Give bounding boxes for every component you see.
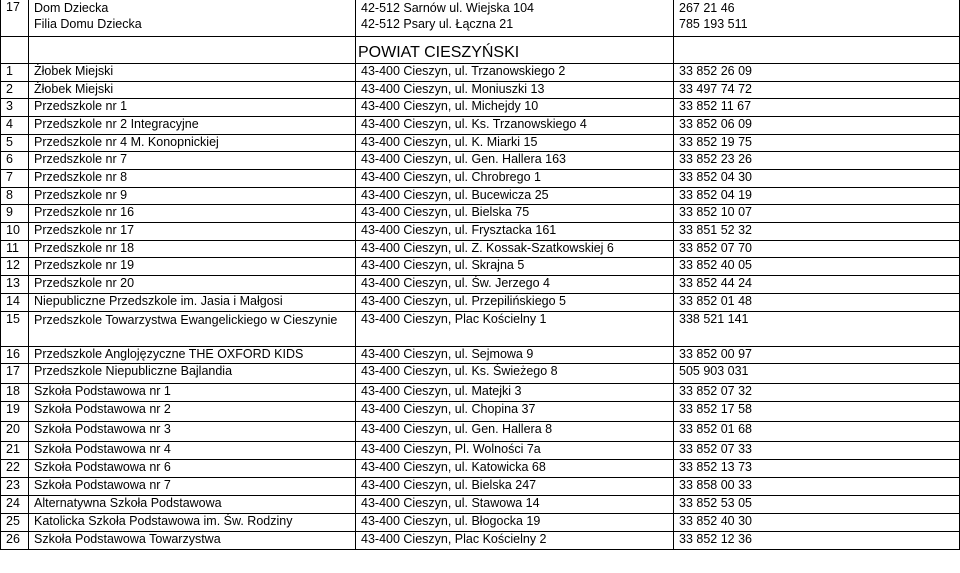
institution-address: 43-400 Cieszyn, Plac Kościelny 1 [356, 312, 674, 347]
table-row [1, 241, 960, 258]
row-number: 3 [1, 99, 29, 117]
table-row [1, 188, 960, 205]
table-row [1, 364, 960, 384]
table-row [1, 460, 960, 478]
table-row [1, 312, 960, 347]
institution-phone: 33 852 12 36 [674, 532, 960, 550]
table-row [1, 442, 960, 460]
institution-name: Przedszkole Anglojęzyczne THE OXFORD KIDS [29, 347, 356, 364]
institution-address: 43-400 Cieszyn, ul. Moniuszki 13 [356, 82, 674, 99]
table-row [1, 152, 960, 170]
institution-name: Szkoła Podstawowa nr 4 [29, 442, 356, 460]
institution-address: 43-400 Cieszyn, Pl. Wolności 7a [356, 442, 674, 460]
institution-phone: 33 852 07 70 [674, 241, 960, 258]
institution-name: Żłobek Miejski [29, 82, 356, 99]
row-number: 19 [1, 402, 29, 422]
institution-name: Przedszkole Niepubliczne Bajlandia [29, 364, 356, 384]
row-number: 24 [1, 496, 29, 514]
table-row [1, 82, 960, 99]
institution-name: Dom Dziecka Filia Domu Dziecka [29, 0, 356, 37]
institution-name: Przedszkole nr 17 [29, 223, 356, 241]
institution-phone: 33 852 40 05 [674, 258, 960, 276]
institution-address: 43-400 Cieszyn, ul. K. Miarki 15 [356, 135, 674, 152]
institution-phone: 33 852 10 07 [674, 205, 960, 223]
table-row [1, 402, 960, 422]
institution-address: 43-400 Cieszyn, ul. Gen. Hallera 163 [356, 152, 674, 170]
institution-phone: 33 852 06 09 [674, 117, 960, 135]
institution-name: Przedszkole nr 7 [29, 152, 356, 170]
section-header-row [1, 37, 960, 64]
table-row [1, 532, 960, 550]
row-number: 7 [1, 170, 29, 188]
table-row [1, 276, 960, 294]
institution-address: 43-400 Cieszyn, ul. Bucewicza 25 [356, 188, 674, 205]
table-row [1, 478, 960, 496]
institution-name: Przedszkole nr 2 Integracyjne [29, 117, 356, 135]
institution-phone: 33 852 07 32 [674, 384, 960, 402]
row-number: 14 [1, 294, 29, 312]
row-number: 18 [1, 384, 29, 402]
table-row [1, 135, 960, 152]
institution-address: 43-400 Cieszyn, ul. Katowicka 68 [356, 460, 674, 478]
institution-phone: 338 521 141 [674, 312, 960, 347]
institution-address: 43-400 Cieszyn, ul. Chrobrego 1 [356, 170, 674, 188]
table-row [1, 205, 960, 223]
row-number: 10 [1, 223, 29, 241]
row-number: 2 [1, 82, 29, 99]
institution-address: 43-400 Cieszyn, Plac Kościelny 2 [356, 532, 674, 550]
row-number: 9 [1, 205, 29, 223]
institution-phone: 33 852 26 09 [674, 64, 960, 82]
institution-phone: 33 852 44 24 [674, 276, 960, 294]
institution-address: 43-400 Cieszyn, ul. Bielska 247 [356, 478, 674, 496]
institution-address: 43-400 Cieszyn, ul. Ks. Trzanowskiego 4 [356, 117, 674, 135]
row-number: 17 [1, 364, 29, 384]
institution-address: 43-400 Cieszyn, ul. Sejmowa 9 [356, 347, 674, 364]
institution-phone: 33 852 01 48 [674, 294, 960, 312]
row-number: 6 [1, 152, 29, 170]
row-number: 1 [1, 64, 29, 82]
institution-address: 43-400 Cieszyn, ul. Św. Jerzego 4 [356, 276, 674, 294]
table-row [1, 347, 960, 364]
institution-address: 43-400 Cieszyn, ul. Błogocka 19 [356, 514, 674, 532]
table-row [1, 223, 960, 241]
institution-phone: 33 852 17 58 [674, 402, 960, 422]
institution-address: 43-400 Cieszyn, ul. Skrajna 5 [356, 258, 674, 276]
institution-name: Przedszkole nr 16 [29, 205, 356, 223]
institution-phone: 33 852 04 19 [674, 188, 960, 205]
row-number: 26 [1, 532, 29, 550]
institution-phone: 33 852 53 05 [674, 496, 960, 514]
table-row [1, 514, 960, 532]
table-row [1, 294, 960, 312]
row-number: 23 [1, 478, 29, 496]
institution-address: 43-400 Cieszyn, ul. Frysztacka 161 [356, 223, 674, 241]
institution-phone: 267 21 46 785 193 511 [674, 0, 960, 37]
institution-address: 43-400 Cieszyn, ul. Chopina 37 [356, 402, 674, 422]
institution-address: 43-400 Cieszyn, ul. Michejdy 10 [356, 99, 674, 117]
table-row [1, 258, 960, 276]
institution-address: 43-400 Cieszyn, ul. Bielska 75 [356, 205, 674, 223]
row-number: 25 [1, 514, 29, 532]
table-row [1, 64, 960, 82]
institution-phone: 33 852 01 68 [674, 422, 960, 442]
institution-name: Szkoła Podstawowa nr 1 [29, 384, 356, 402]
institution-name: Przedszkole nr 1 [29, 99, 356, 117]
institution-name: Przedszkole nr 20 [29, 276, 356, 294]
row-number: 12 [1, 258, 29, 276]
institution-phone: 33 852 13 73 [674, 460, 960, 478]
institution-phone: 33 497 74 72 [674, 82, 960, 99]
institution-name: Przedszkole nr 9 [29, 188, 356, 205]
institution-name: Przedszkole nr 19 [29, 258, 356, 276]
institution-name: Przedszkole Towarzystwa Ewangelickiego w Cieszynie [29, 312, 356, 347]
table-row [1, 0, 960, 37]
institution-address: 43-400 Cieszyn, ul. Matejki 3 [356, 384, 674, 402]
institution-name: Żłobek Miejski [29, 64, 356, 82]
row-number: 21 [1, 442, 29, 460]
institution-name: Szkoła Podstawowa nr 3 [29, 422, 356, 442]
row-number: 22 [1, 460, 29, 478]
table-row [1, 496, 960, 514]
institution-name: Przedszkole nr 8 [29, 170, 356, 188]
row-number: 15 [1, 312, 29, 347]
institution-phone: 33 852 40 30 [674, 514, 960, 532]
institution-name: Szkoła Podstawowa Towarzystwa [29, 532, 356, 550]
institution-name: Katolicka Szkoła Podstawowa im. Św. Rodziny [29, 514, 356, 532]
row-number: 4 [1, 117, 29, 135]
institution-phone: 33 858 00 33 [674, 478, 960, 496]
table-row [1, 117, 960, 135]
institution-address: 42-512 Sarnów ul. Wiejska 104 42-512 Psary ul. Łączna 21 [356, 0, 674, 37]
institution-address: 43-400 Cieszyn, ul. Gen. Hallera 8 [356, 422, 674, 442]
institution-name: Przedszkole nr 18 [29, 241, 356, 258]
table-row [1, 384, 960, 402]
row-number: 17 [1, 0, 29, 37]
row-number: 11 [1, 241, 29, 258]
institution-phone: 33 852 19 75 [674, 135, 960, 152]
institution-name: Alternatywna Szkoła Podstawowa [29, 496, 356, 514]
row-number: 8 [1, 188, 29, 205]
institution-address: 43-400 Cieszyn, ul. Stawowa 14 [356, 496, 674, 514]
institution-phone: 33 851 52 32 [674, 223, 960, 241]
institution-name: Szkoła Podstawowa nr 2 [29, 402, 356, 422]
institution-name: Przedszkole nr 4 M. Konopnickiej [29, 135, 356, 152]
row-number: 20 [1, 422, 29, 442]
table-row [1, 99, 960, 117]
institution-address: 43-400 Cieszyn, ul. Przepilińskiego 5 [356, 294, 674, 312]
row-number: 16 [1, 347, 29, 364]
institution-phone: 33 852 11 67 [674, 99, 960, 117]
table-row [1, 170, 960, 188]
institution-name: Szkoła Podstawowa nr 7 [29, 478, 356, 496]
institution-address: 43-400 Cieszyn, ul. Ks. Świeżego 8 [356, 364, 674, 384]
institution-phone: 33 852 23 26 [674, 152, 960, 170]
institution-address: 43-400 Cieszyn, ul. Trzanowskiego 2 [356, 64, 674, 82]
table-row [1, 422, 960, 442]
institution-phone: 33 852 00 97 [674, 347, 960, 364]
row-number: 13 [1, 276, 29, 294]
institution-phone: 33 852 07 33 [674, 442, 960, 460]
row-number: 5 [1, 135, 29, 152]
institution-name: Niepubliczne Przedszkole im. Jasia i Małgosi [29, 294, 356, 312]
institution-phone: 33 852 04 30 [674, 170, 960, 188]
institution-phone: 505 903 031 [674, 364, 960, 384]
institution-name: Szkoła Podstawowa nr 6 [29, 460, 356, 478]
institution-address: 43-400 Cieszyn, ul. Z. Kossak-Szatkowskiej 6 [356, 241, 674, 258]
section-title: POWIAT CIESZYŃSKI [356, 37, 674, 64]
